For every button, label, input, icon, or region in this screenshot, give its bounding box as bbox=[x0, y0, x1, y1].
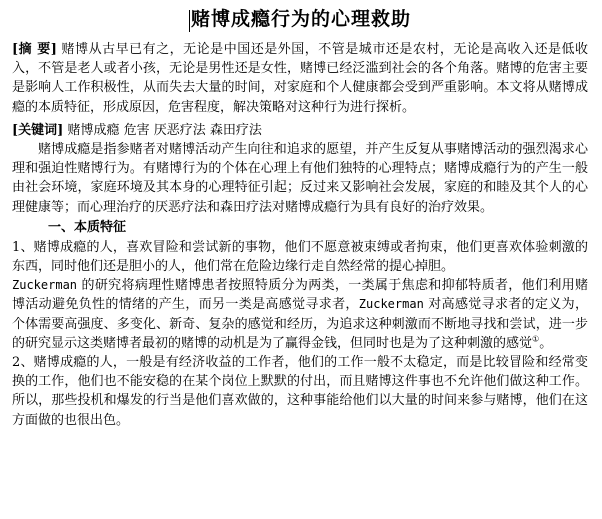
keywords-paragraph bbox=[12, 121, 588, 140]
abstract-text: 赌博从古早已有之，无论是中国还是外国，不管是城市还是农村，无论是高收入还是低收入，不管是老人或者小孩，无论是男性还是女性，赌博已经泛滥到社会的各个角落。赌博的危害主要是影响人工作积极性，从而失去大量的时间，对家庭和个人健康都会受到严重影响。本文将从赌博成瘾的本质特征，形成原因，危害程度，解决策略对这种行为进行探析。 bbox=[12, 42, 589, 115]
abstract-paragraph bbox=[12, 40, 588, 117]
zuckerman-paragraph bbox=[12, 276, 588, 353]
zuckerman-text-b: 对高感觉寻求者的定义为，个体需要高强度、多变化、新奇、复杂的感觉和经历，为追求这种刺激而不断地寻找和尝试，进一步的研究显示这类赌博者最初的赌博的动机是为了赢得金钱，但同时也是为了这种刺激的感觉 bbox=[12, 297, 588, 351]
point-2-paragraph: 2、赌博成瘾的人，一般是有经济收益的工作者，他们的工作一般不太稳定，而是比较冒险和经常变换的工作，他们也不能安稳的在某个岗位上默默的付出，而且赌博这件事也不允许他们做这种工作。所以，那些投机和爆发的行当是他们喜欢做的，这种事能给他们以大量的时间来参与赌博，他们在这方面做的也很出色。 bbox=[12, 355, 588, 428]
keywords-text: 赌博成瘾 危害 厌恶疗法 森田疗法 bbox=[67, 122, 262, 138]
text-cursor bbox=[189, 10, 190, 32]
zuckerman-text-a: 的研究将病理性赌博患者按照特质分为两类，一类属于焦虑和抑郁特质者，他们利用赌博活动避免负性的情绪的产生，而另一类是高感觉寻求者， bbox=[12, 278, 588, 313]
title-row bbox=[12, 4, 588, 34]
zuckerman-name-2: Zuckerman bbox=[358, 297, 424, 312]
document-title: 赌博成瘾行为的心理救助 bbox=[190, 8, 411, 30]
intro-paragraph: 赌博成瘾是指参赌者对赌博活动产生向往和追求的愿望，并产生反复从事赌博活动的强烈渴求心理和强迫性赌博行为。有赌博行为的个体在心理上有他们独特的心理特点；赌博成瘾行为的产生一般由社会环境，家庭环境及其本身的心理特征引起；反过来又影响社会发展，家庭的和睦及其个人的心理健康等；而心理治疗的厌恶疗法和森田疗法对赌博成瘾行为具有良好的治疗效果。 bbox=[12, 142, 588, 215]
section-heading: 一、本质特征 bbox=[48, 219, 127, 235]
abstract-label: [摘 要] bbox=[12, 42, 57, 57]
zuckerman-text-end: 。 bbox=[539, 335, 553, 351]
point-1-paragraph: 1、赌博成瘾的人，喜欢冒险和尝试新的事物，他们不愿意被束缚或者拘束，他们更喜欢体验刺激的东西，同时他们还是胆小的人，他们常在危险边缘行走自然经常的提心掉胆。 bbox=[12, 239, 588, 275]
footnote-mark[interactable]: ① bbox=[532, 334, 540, 344]
keywords-label: [关键词] bbox=[12, 122, 64, 138]
zuckerman-name-1: Zuckerman bbox=[12, 278, 78, 293]
